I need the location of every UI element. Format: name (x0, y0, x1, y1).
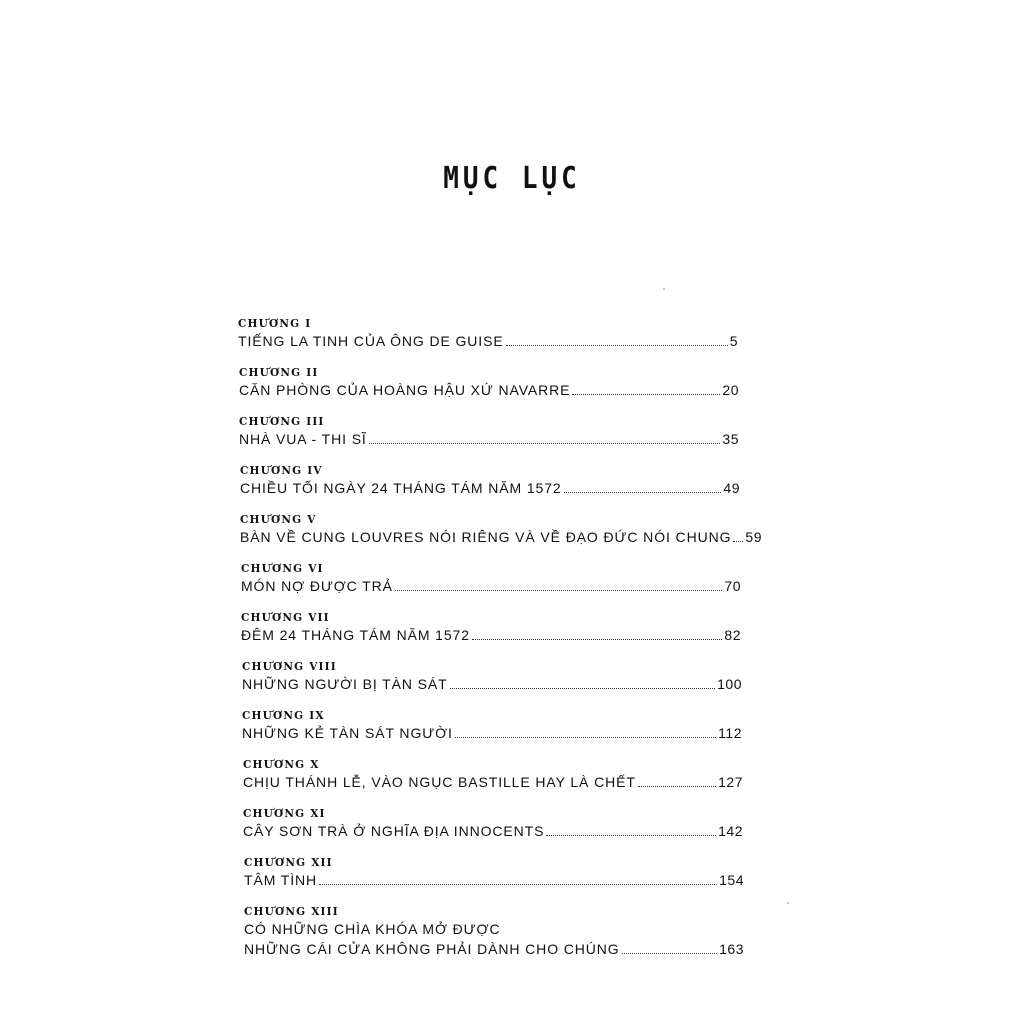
dot-leader (622, 952, 718, 954)
chapter-label: CHƯƠNG X (243, 758, 320, 772)
chapter-label: CHƯƠNG VII (241, 611, 330, 625)
chapter-title: TIẾNG LA TINH CỦA ÔNG DE GUISE (238, 333, 504, 349)
chapter-title-line (242, 675, 742, 693)
dot-leader (395, 589, 723, 591)
chapter-title: CÂY SƠN TRÀ Ở NGHĨA ĐỊA INNOCENTS (243, 823, 545, 839)
chapter-title-line (243, 822, 743, 840)
dot-leader (572, 393, 720, 395)
chapter-label: CHƯƠNG II (239, 366, 319, 380)
toc-entry (243, 806, 743, 840)
page-number: 100 (717, 676, 742, 692)
dot-leader (506, 344, 728, 346)
chapter-title-line (241, 577, 741, 595)
dot-leader (472, 638, 722, 640)
page-title: MỤC LỤC (443, 161, 581, 197)
chapter-label: CHƯƠNG IX (242, 709, 325, 723)
chapter-title-line (242, 724, 742, 742)
chapter-title: BÀN VỀ CUNG LOUVRES NÓI RIÊNG VÀ VỀ ĐẠO ĐỨC NÓI CHUNG (240, 529, 732, 545)
toc-entry (241, 610, 741, 644)
chapter-title: CĂN PHÒNG CỦA HOÀNG HẬU XỨ NAVARRE (239, 382, 571, 398)
chapter-title: NHỮNG KẺ TÀN SÁT NGƯỜI (242, 725, 453, 741)
chapter-title: CHỊU THÁNH LỄ, VÀO NGỤC BASTILLE HAY LÀ CHẾT (243, 774, 636, 790)
chapter-title-line (240, 528, 762, 546)
toc-entry (244, 855, 744, 889)
page-number: 59 (745, 529, 762, 545)
dot-leader (638, 785, 716, 787)
page-number: 142 (718, 823, 743, 839)
chapter-title: TÂM TÌNH (244, 872, 318, 888)
dot-leader (455, 736, 716, 738)
page-number: 112 (718, 725, 742, 741)
dot-leader (546, 834, 716, 836)
toc-entry (241, 561, 741, 595)
chapter-label: CHƯƠNG V (240, 513, 317, 527)
toc-entry (243, 757, 743, 791)
page-number: 127 (718, 774, 743, 790)
toc-entry (242, 659, 742, 693)
chapter-title-continuation (244, 920, 744, 938)
chapter-title-line (243, 773, 743, 791)
chapter-title: NHỮNG NGƯỜI BỊ TÀN SÁT (242, 676, 448, 692)
chapter-title-line (241, 626, 741, 644)
page-number: 70 (724, 578, 741, 594)
chapter-title: MÓN NỢ ĐƯỢC TRẢ (241, 578, 393, 594)
chapter-label: CHƯƠNG XII (244, 856, 333, 870)
chapter-title-line (244, 871, 744, 889)
toc-entry (244, 904, 744, 958)
page-number: 154 (719, 872, 744, 888)
chapter-title: CÓ NHỮNG CHÌA KHÓA MỞ ĐƯỢC (244, 921, 501, 937)
chapter-title: NHỮNG CÁI CỬA KHÔNG PHẢI DÀNH CHO CHÚNG (244, 941, 620, 957)
toc-entry (239, 365, 739, 399)
paper-speck (787, 902, 789, 904)
chapter-title: ĐÊM 24 THÁNG TÁM NĂM 1572 (241, 627, 470, 643)
chapter-title-line (239, 381, 739, 399)
page-number: 20 (722, 382, 739, 398)
chapter-title: NHÀ VUA - THI SĨ (239, 431, 367, 447)
dot-leader (564, 491, 722, 493)
chapter-title: CHIỀU TỐI NGÀY 24 THÁNG TÁM NĂM 1572 (240, 480, 562, 496)
chapter-label: CHƯƠNG VI (241, 562, 324, 576)
page-number: 82 (724, 627, 741, 643)
chapter-title-line (240, 479, 740, 497)
toc-entry (239, 414, 739, 448)
page-number: 5 (729, 333, 738, 349)
chapter-label: CHƯƠNG XI (243, 807, 326, 821)
chapter-label: CHƯƠNG IV (240, 464, 323, 478)
toc-entry (240, 463, 740, 497)
dot-leader (369, 442, 721, 444)
chapter-label: CHƯƠNG I (238, 317, 312, 331)
toc-entry (242, 708, 742, 742)
dot-leader (319, 883, 717, 885)
dot-leader (733, 540, 743, 542)
toc-entry (238, 316, 738, 350)
page-number: 49 (723, 480, 740, 496)
chapter-label: CHƯƠNG XIII (244, 905, 339, 919)
paper-speck (663, 288, 665, 290)
page-number: 35 (722, 431, 739, 447)
chapter-title-line (244, 940, 744, 958)
chapter-label: CHƯƠNG VIII (242, 660, 337, 674)
chapter-title-line (238, 332, 738, 350)
toc-entry (240, 512, 762, 546)
page-number: 163 (719, 941, 744, 957)
chapter-label: CHƯƠNG III (239, 415, 325, 429)
chapter-title-line (239, 430, 739, 448)
dot-leader (450, 687, 716, 689)
